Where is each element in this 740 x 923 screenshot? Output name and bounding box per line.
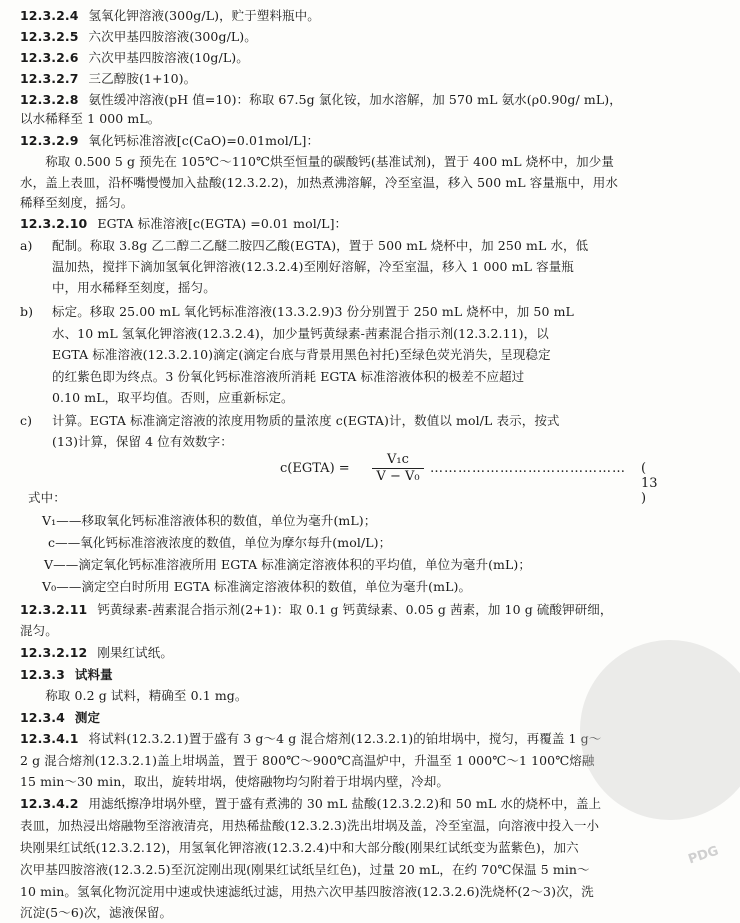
- section-number: 12.3.4.1: [20, 731, 79, 746]
- section-number: 12.3.2.6: [20, 50, 79, 65]
- line-text: 标定。移取 25.00 mL 氧化钙标准溶液(13.3.2.9)3 份分别置于 250 mL 烧杯中，加 50 mL: [52, 304, 574, 319]
- line-text: 块刚果红试纸(12.3.2.12)，用氢氧化钾溶液(12.3.2.4)中和大部分酸(刚果红试纸变为蓝紫色)，加六: [20, 840, 579, 855]
- text-line: [20, 195, 720, 211]
- text-line: [20, 862, 720, 878]
- section-number: 12.3.2.5: [20, 29, 79, 44]
- text-line: [20, 238, 720, 254]
- section-number: 12.3.2.8: [20, 92, 79, 107]
- line-text: 15 min～30 min，取出，旋转坩埚，使熔融物均匀附着于坩埚内壁，冷却。: [20, 774, 449, 789]
- line-text: 将试料(12.3.2.1)置于盛有 3 g～4 g 混合熔剂(12.3.2.1)的铂坩埚中，搅匀，再覆盖 1 g～: [88, 731, 602, 746]
- text-line: [20, 216, 720, 232]
- line-text: V₀——滴定空白时所用 EGTA 标准滴定溶液体积的数值，单位为毫升(mL)。: [42, 579, 472, 594]
- formula-lhs: c(EGTA) =: [280, 461, 350, 476]
- line-text: 称取 0.500 5 g 预先在 105℃～110℃烘至恒量的碳酸钙(基准试剂)，置于 400 mL 烧杯中，加少量: [20, 154, 614, 169]
- section-number: 12.3.4.2: [20, 796, 79, 811]
- text-line: [20, 905, 720, 921]
- line-text: 式中：: [28, 490, 66, 505]
- heading-text: 测定: [74, 710, 101, 725]
- line-text: V₁——移取氧化钙标准溶液体积的数值，单位为毫升(mL)；: [42, 513, 377, 528]
- section-number: 12.3.2.9: [20, 133, 79, 148]
- text-line: [44, 557, 740, 573]
- line-text: 稀释至刻度，摇匀。: [20, 195, 134, 210]
- text-line: [52, 259, 740, 275]
- line-text: 氨性缓冲溶液(pH 值=10)：称取 67.5g 氯化铵，加水溶解，加 570 mL 氨水(ρ0.90g/ mL)，: [88, 92, 622, 107]
- formula-leader-dots: ……………………………………: [430, 461, 626, 476]
- line-text: V——滴定氧化钙标准溶液所用 EGTA 标准滴定溶液体积的平均值，单位为毫升(mL)；: [44, 557, 531, 572]
- line-text: 三乙醇胺(1+10)。: [88, 71, 197, 86]
- line-text: 水，盖上表皿，沿杯嘴慢慢加入盐酸(12.3.2.2)，加热煮沸溶解，冷至室温，移入 500 mL 容量瓶中，用水: [20, 175, 618, 190]
- text-line: [48, 535, 740, 551]
- text-line: [20, 133, 720, 149]
- text-line: [20, 840, 720, 856]
- section-number: 12.3.3: [20, 667, 65, 682]
- text-line: [52, 347, 740, 363]
- line-text: 10 min。氢氧化物沉淀用中速或快速滤纸过滤，用热六次甲基四胺溶液(12.3.2.6)洗烧杯(2～3)次，洗: [20, 884, 594, 899]
- line-text: EGTA 标准溶液[c(EGTA) =0.01 mol/L]：: [97, 216, 348, 231]
- text-line: [20, 50, 720, 66]
- text-line: [20, 884, 720, 900]
- text-line: [52, 280, 740, 296]
- line-text: 刚果红试纸。: [97, 645, 173, 660]
- text-line: [20, 154, 720, 170]
- text-line: [20, 71, 720, 87]
- line-text: 次甲基四胺溶液(12.3.2.5)至沉淀刚出现(刚果红试纸呈红色)，过量 20 mL，在约 70℃保温 5 min～: [20, 862, 590, 877]
- text-line: [20, 818, 720, 834]
- text-line: [20, 8, 720, 24]
- item-marker: b): [20, 304, 34, 319]
- line-text: c——氧化钙标准溶液浓度的数值，单位为摩尔每升(mol/L)；: [48, 535, 392, 550]
- section-number: 12.3.2.7: [20, 71, 79, 86]
- text-line: [20, 29, 720, 45]
- section-number: 12.3.2.4: [20, 8, 79, 23]
- text-line: [28, 490, 728, 506]
- line-text: 2 g 混合熔剂(12.3.2.1)盖上坩埚盖，置于 800℃～900℃高温炉中，升温至 1 000℃～1 100℃熔融: [20, 753, 595, 768]
- text-line: [52, 434, 740, 450]
- text-line: [20, 175, 720, 191]
- formula-fraction: [372, 452, 424, 485]
- line-text: 表皿，加热浸出熔融物至溶液清亮，用热稀盐酸(12.3.2.3)洗出坩埚及盖，冷至室温，向溶液中投入一小: [20, 818, 600, 833]
- heading-text: 试料量: [74, 667, 113, 682]
- line-text: 用滤纸擦净坩埚外壁，置于盛有煮沸的 30 mL 盐酸(12.3.2.2)和 50 mL 水的烧杯中，盖上: [88, 796, 602, 811]
- section-number: 12.3.4: [20, 710, 65, 725]
- line-text: 中，用水稀释至刻度，摇匀。: [52, 280, 216, 295]
- line-text: 配制。称取 3.8g 乙二醇二乙醚二胺四乙酸(EGTA)，置于 500 mL 烧杯中，加 250 mL 水，低: [52, 238, 589, 253]
- text-line: [20, 623, 720, 639]
- line-text: 温加热，搅拌下滴加氢氧化钾溶液(12.3.2.4)至刚好溶解，冷至室温，移入 1 000 mL 容量瓶: [52, 259, 574, 274]
- text-line: [52, 326, 740, 342]
- text-line: [20, 304, 720, 320]
- line-text: 六次甲基四胺溶液(300g/L)。: [88, 29, 257, 44]
- text-line: [20, 92, 720, 108]
- line-text: 混匀。: [20, 623, 58, 638]
- text-line: [52, 369, 740, 385]
- text-line: [42, 579, 740, 595]
- line-text: 氧化钙标准溶液[c(CaO)=0.01mol/L]：: [88, 133, 320, 148]
- section-number: 12.3.2.10: [20, 216, 88, 231]
- item-marker: c): [20, 413, 33, 428]
- line-text: 六次甲基四胺溶液(10g/L)。: [88, 50, 249, 65]
- item-marker: a): [20, 238, 33, 253]
- line-text: 称取 0.2 g 试料，精确至 0.1 mg。: [20, 688, 248, 703]
- line-text: 计算。EGTA 标准滴定溶液的浓度用物质的量浓度 c(EGTA)计，数值以 mol/L 表示，按式: [52, 413, 560, 428]
- formula-numerator: V₁c: [372, 452, 424, 469]
- line-text: 氢氧化钾溶液(300g/L)，贮于塑料瓶中。: [88, 8, 320, 23]
- line-text: 钙黄绿素-茜素混合指示剂(2+1)：取 0.1 g 钙黄绿素、0.05 g 茜素，加 10 g 硫酸钾研细，: [97, 602, 613, 617]
- line-text: 的红紫色即为终点。3 份氧化钙标准溶液所消耗 EGTA 标准溶液体积的极差不应超过: [52, 369, 525, 384]
- formula-denominator: V − V₀: [376, 469, 420, 484]
- line-text: (13)计算，保留 4 位有效数字：: [52, 434, 233, 449]
- line-text: 0.10 mL，取平均值。否则，应重新标定。: [52, 390, 294, 405]
- text-line: [42, 513, 740, 529]
- text-line: [20, 413, 720, 429]
- line-text: 沉淀(5～6)次，滤液保留。: [20, 905, 173, 920]
- line-text: 水、10 mL 氢氧化钾溶液(12.3.2.4)，加少量钙黄绿素-茜素混合指示剂(12.3.2.11)，以: [52, 326, 549, 341]
- line-text: EGTA 标准溶液(12.3.2.10)滴定(滴定台底与背景用黑色衬托)至绿色荧光消失，呈现稳定: [52, 347, 551, 362]
- equation-number: ( 13 ): [641, 461, 658, 506]
- text-line: [20, 111, 720, 127]
- text-line: [20, 602, 720, 618]
- watermark-pdg: PDG: [686, 843, 721, 868]
- line-text: 以水稀释至 1 000 mL。: [20, 111, 161, 126]
- text-line: [52, 390, 740, 406]
- section-number: 12.3.2.12: [20, 645, 88, 660]
- section-number: 12.3.2.11: [20, 602, 88, 617]
